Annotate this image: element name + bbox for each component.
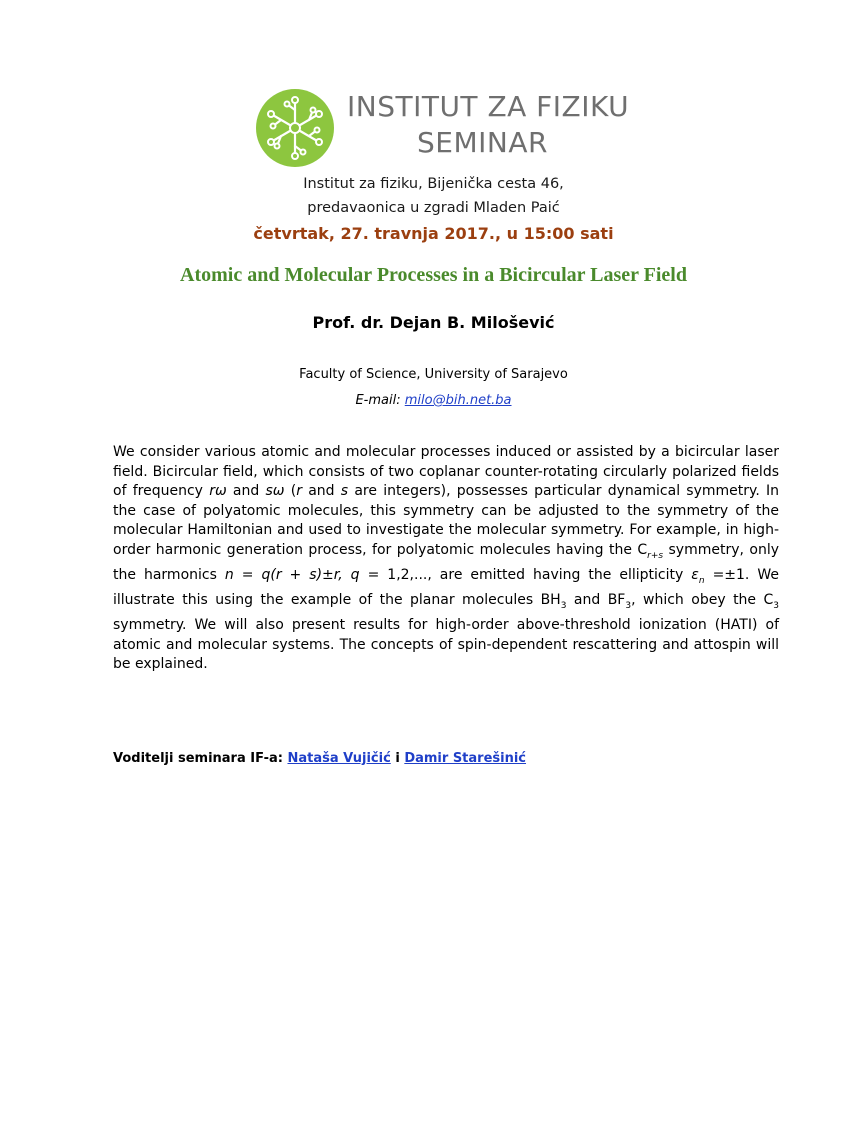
email-label: E-mail: xyxy=(355,393,401,408)
seminar-label: SEMINAR xyxy=(417,126,548,159)
abstract-part: =±1. We illustrate this using the example of the planar molecules BH xyxy=(113,566,780,609)
abstract-symbol: n xyxy=(224,566,234,583)
venue-line-1: Institut za fiziku, Bijenička cesta 46, xyxy=(303,176,564,192)
organizers-conjunction: i xyxy=(390,751,405,766)
email-link[interactable]: milo@bih.net.ba xyxy=(404,393,512,408)
abstract-symbol: q(r + s)±r, q xyxy=(261,566,360,583)
abstract-symbol: sω xyxy=(265,483,285,499)
abstract-part: ( xyxy=(284,483,297,499)
organizer-link-2[interactable]: Damir Starešinić xyxy=(404,751,527,766)
abstract-symbol: rω xyxy=(209,483,227,499)
organizer-link-1[interactable]: Nataša Vujičić xyxy=(287,751,391,766)
institute-logo xyxy=(255,88,335,168)
abstract-part: and xyxy=(301,483,341,499)
abstract-subscript: 3 xyxy=(773,600,780,611)
abstract-part: and xyxy=(226,483,266,499)
abstract-text xyxy=(113,443,779,675)
abstract-subscript: r+s xyxy=(647,550,664,561)
abstract-part: , which obey the C xyxy=(631,592,774,609)
speaker-affiliation: Faculty of Science, University of Sarajevo xyxy=(299,367,568,382)
abstract-part: = 1,2,..., are emitted having the ellipticity xyxy=(359,566,692,583)
abstract-part: are integers), possesses particular dynamical symmetry. In the case of polyatomic molecules, this symmetry can be adjusted to the symmetry of the molecular Hamiltonian and used to investigate the molecular symmetry. For example, in high-order harmonic generation process, for polyatomic molecules having the C xyxy=(113,483,779,558)
abstract-part: We consider various atomic and molecular processes induced or assisted by a bicircular laser field. Bicircular field, which consists of two coplanar counter-rotating circularly polarized fields of frequency xyxy=(113,444,779,499)
talk-title: Atomic and Molecular Processes in a Bicircular Laser Field xyxy=(180,264,687,286)
abstract-symbol: r xyxy=(296,483,302,499)
abstract-part: and BF xyxy=(566,592,626,609)
abstract-subscript: 3 xyxy=(560,600,567,611)
abstract-part: = xyxy=(233,566,262,583)
abstract-subscript: n xyxy=(698,575,705,586)
seminar-header xyxy=(255,88,655,168)
speaker-email-line xyxy=(0,393,867,408)
seminar-organizers xyxy=(113,751,526,766)
venue-line-2: predavaonica u zgradi Mladen Paić xyxy=(307,200,560,216)
seminar-date: četvrtak, 27. travnja 2017., u 15:00 sati xyxy=(253,224,614,243)
abstract-symbol: ε xyxy=(691,566,699,583)
organizers-label: Voditelji seminara IF-a: xyxy=(113,751,288,766)
institute-name: INSTITUT ZA FIZIKU xyxy=(347,90,630,123)
abstract-part: symmetry, only the harmonics xyxy=(113,541,779,583)
abstract-symbol: s xyxy=(340,483,349,499)
abstract-subscript: 3 xyxy=(625,600,632,611)
abstract-part: symmetry. We will also present results for high-order above-threshold ionization (HATI) of atomic and molecular systems. The concepts of spin-dependent rescattering and attospin will be explained. xyxy=(113,617,779,673)
speaker-name: Prof. dr. Dejan B. Milošević xyxy=(312,313,555,332)
